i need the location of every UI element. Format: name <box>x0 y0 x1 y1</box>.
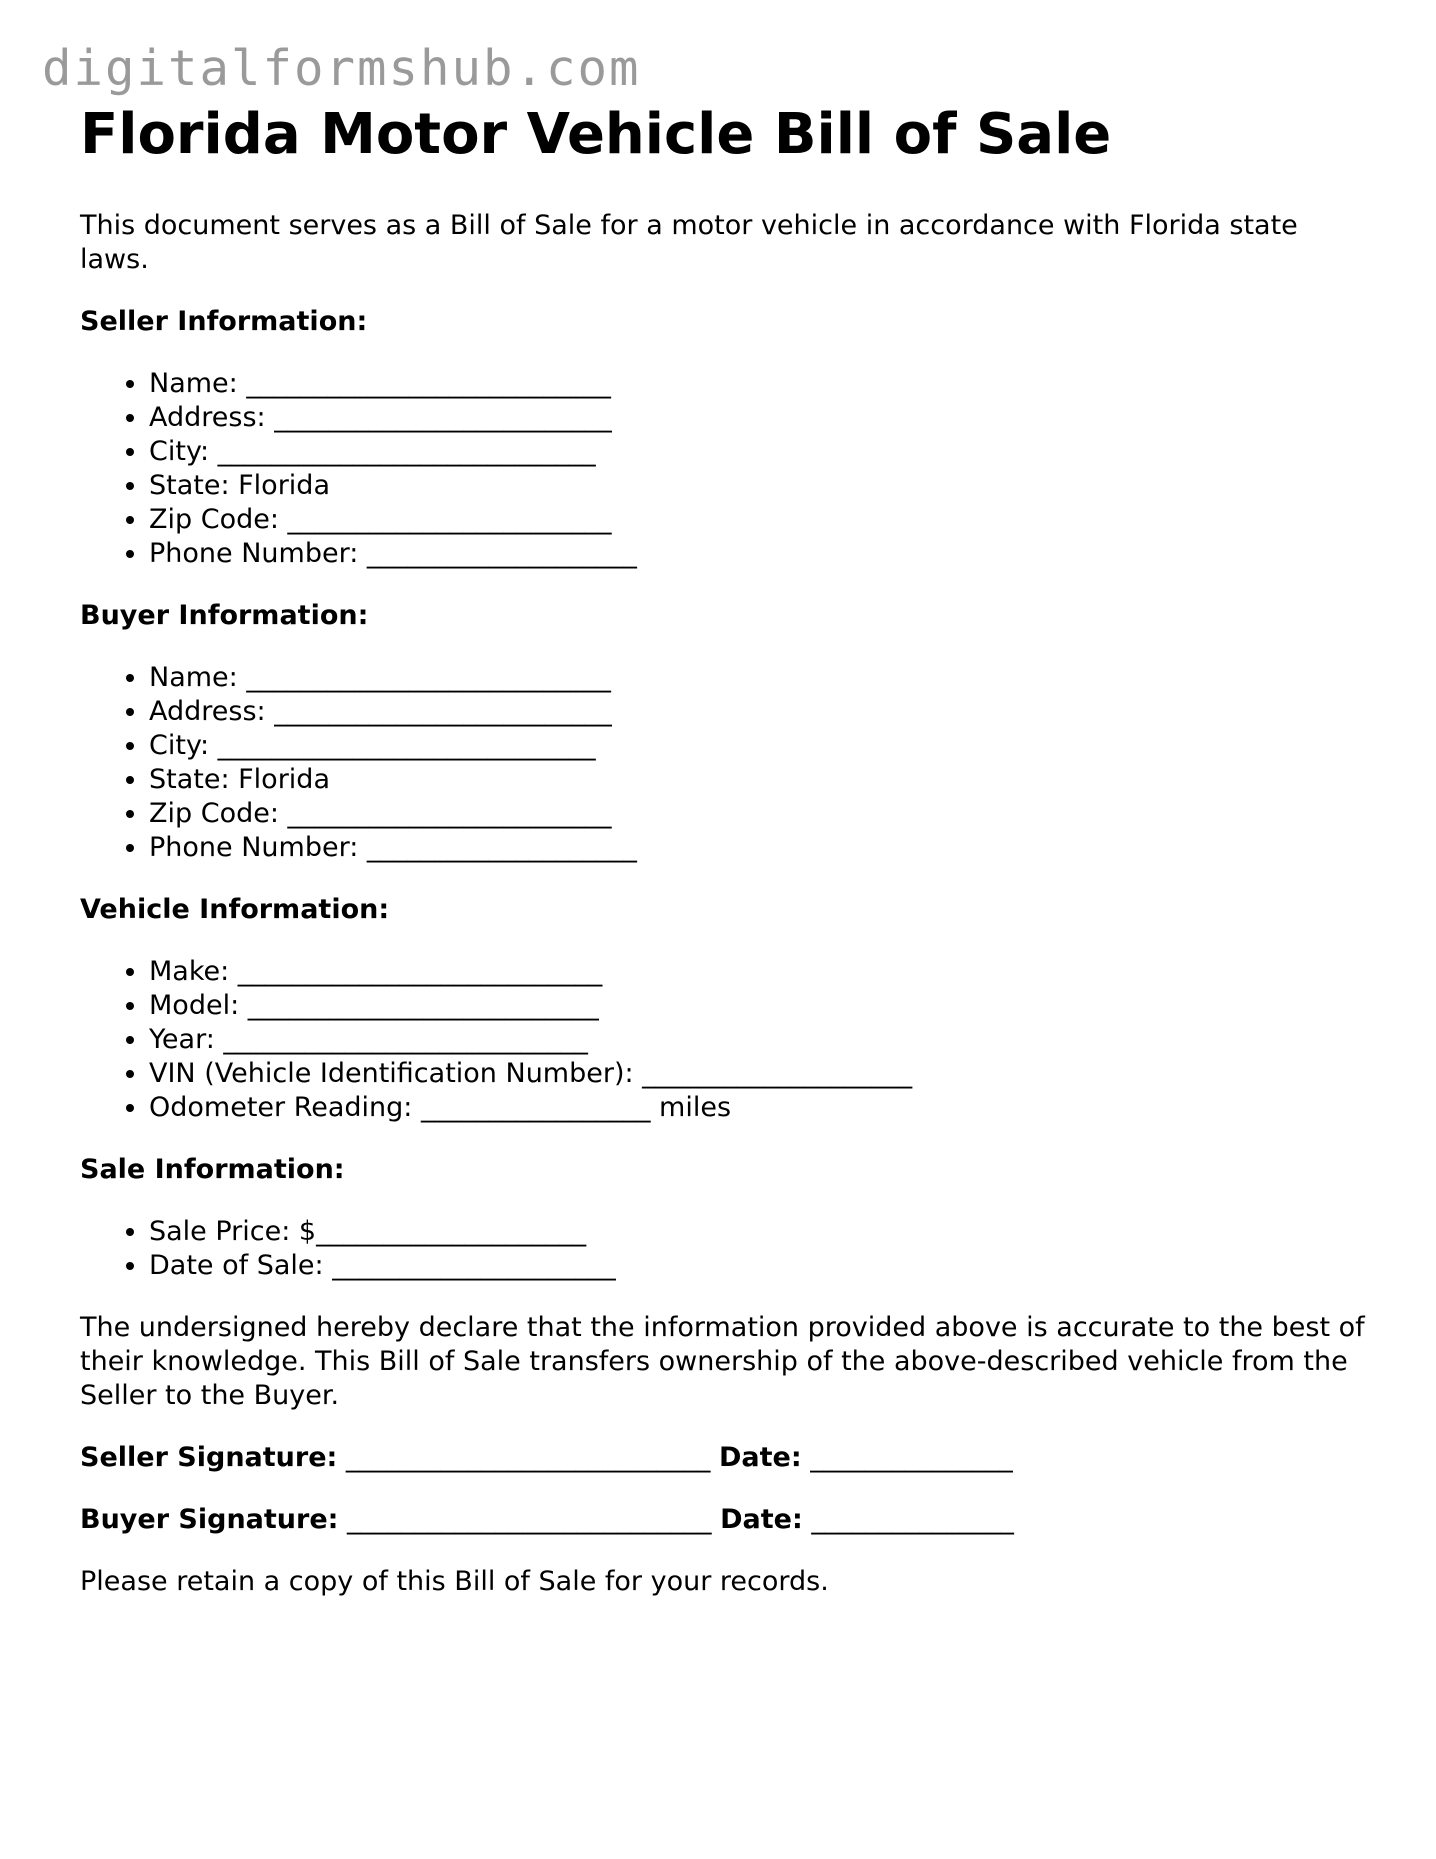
sale-date-field: • Date of Sale: _____________________ <box>149 1249 1370 1283</box>
document <box>80 104 1370 1599</box>
sale-field-list <box>80 1215 1370 1283</box>
buyer-address-field: • Address: _________________________ <box>149 695 1370 729</box>
intro-text: This document serves as a Bill of Sale for a motor vehicle in accordance with Florida state laws. <box>80 209 1298 275</box>
seller-zip-field: • Zip Code: ________________________ <box>149 503 1370 537</box>
buyer-zip-field: • Zip Code: ________________________ <box>149 797 1370 831</box>
buyer-signature-label: Buyer Signature: <box>80 1503 339 1535</box>
buyer-phone-field: • Phone Number: ____________________ <box>149 831 1370 865</box>
buyer-signature-row <box>80 1503 1370 1537</box>
buyer-date-line: _______________ <box>802 1503 1014 1535</box>
seller-signature-label: Seller Signature: <box>80 1441 338 1473</box>
buyer-name-field: • Name: ___________________________ <box>149 661 1370 695</box>
retain-note: Please retain a copy of this Bill of Sale for your records. <box>80 1565 829 1597</box>
seller-field-list <box>80 367 1370 571</box>
vehicle-year-field: • Year: ___________________________ <box>149 1023 1370 1057</box>
seller-phone-field: • Phone Number: ____________________ <box>149 537 1370 571</box>
vehicle-heading: Vehicle Information: <box>80 893 390 925</box>
page-title: Florida Motor Vehicle Bill of Sale <box>80 102 1112 167</box>
seller-address-field: • Address: _________________________ <box>149 401 1370 435</box>
sale-heading: Sale Information: <box>80 1153 345 1185</box>
vehicle-vin-field: • VIN (Vehicle Identification Number): ____________________ <box>149 1057 1370 1091</box>
buyer-signature-line: ___________________________ <box>338 1503 721 1535</box>
buyer-heading: Buyer Information: <box>80 599 369 631</box>
buyer-field-list <box>80 661 1370 865</box>
vehicle-model-field: • Model: __________________________ <box>149 989 1370 1023</box>
buyer-city-field: • City: ____________________________ <box>149 729 1370 763</box>
seller-date-label: Date: <box>719 1441 802 1473</box>
buyer-date-label: Date: <box>720 1503 803 1535</box>
sale-price-field: • Sale Price: $____________________ <box>149 1215 1370 1249</box>
declaration-text: The undersigned hereby declare that the information provided above is accurate to the best of their knowledge. This Bill of Sale transfers ownership of the above-described vehicle from the Seller to the Buyer. <box>80 1311 1365 1411</box>
vehicle-field-list <box>80 955 1370 1125</box>
vehicle-make-field: • Make: ___________________________ <box>149 955 1370 989</box>
seller-date-line: _______________ <box>801 1441 1013 1473</box>
seller-heading: Seller Information: <box>80 305 368 337</box>
watermark: digitalformshub.com <box>42 40 641 97</box>
vehicle-odometer-field: • Odometer Reading: _________________ miles <box>149 1091 1370 1125</box>
seller-city-field: • City: ____________________________ <box>149 435 1370 469</box>
seller-signature-line: ___________________________ <box>337 1441 719 1473</box>
seller-state-field: • State: Florida <box>149 469 1370 503</box>
seller-signature-row <box>80 1441 1370 1475</box>
buyer-state-field: • State: Florida <box>149 763 1370 797</box>
seller-name-field: • Name: ___________________________ <box>149 367 1370 401</box>
